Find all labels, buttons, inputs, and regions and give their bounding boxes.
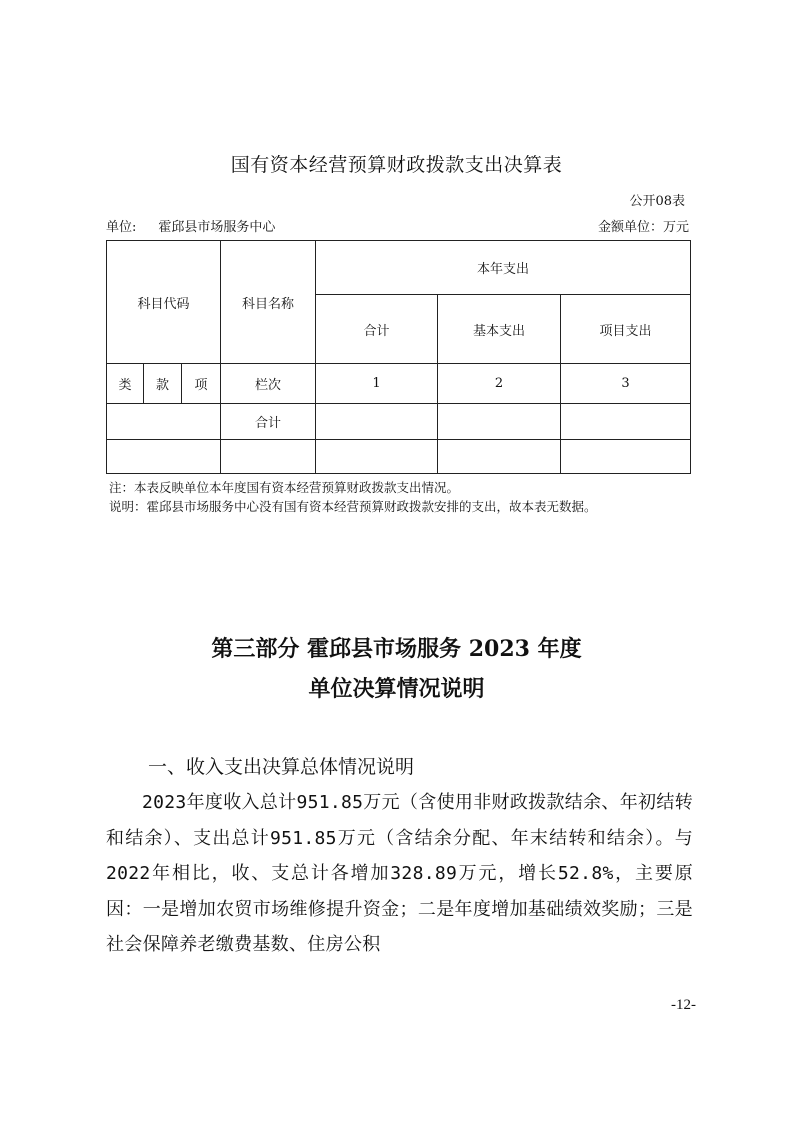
header-basic-expense: 基本支出 <box>438 295 561 364</box>
unit-label: 单位: <box>106 220 137 235</box>
amount-unit: 金额单位：万元 <box>597 220 689 235</box>
total-row-project <box>561 404 691 440</box>
page-number: -12- <box>671 997 696 1013</box>
note-line-2: 说明：霍邱县市场服务中心没有国有资本经营预算财政拨款安排的支出，故本表无数据。 <box>109 499 597 514</box>
table-notes <box>109 478 597 516</box>
total-row-label: 合计 <box>221 404 316 440</box>
header-class: 类 <box>107 364 144 404</box>
note-line-1: 注：本表反映单位本年度国有资本经营预算财政拨款支出情况。 <box>109 480 460 495</box>
part-title-line-1: 第三部分 霍邱县市场服务 2023 年度 <box>211 636 582 662</box>
header-item: 项 <box>182 364 221 404</box>
body-paragraph: 2023年度收入总计951.85万元（含使用非财政拨款结余、年初结转和结余）、支出总计951.85万元（含结余分配、年末结转和结余）。与2022年相比，收、支总计各增加328.89万元，增长52.8%，主要原因：一是增加农贸市场维修提升资金；二是年度增加基础绩效奖励；三是社会保障养老缴费基数、住房公积 <box>106 792 693 955</box>
empty-row-project <box>561 440 691 474</box>
expense-table <box>106 240 691 474</box>
unit-info <box>106 216 275 235</box>
unit-value: 霍邱县市场服务中心 <box>158 220 276 235</box>
header-section: 款 <box>144 364 182 404</box>
header-subject-name: 科目名称 <box>221 241 316 364</box>
empty-row-code <box>107 440 221 474</box>
header-subject-code: 科目代码 <box>107 241 221 364</box>
section-heading: 一、收入支出决算总体情况说明 <box>148 756 415 778</box>
column-no-3: 3 <box>561 364 691 404</box>
header-total: 合计 <box>316 295 438 364</box>
header-column-no: 栏次 <box>221 364 316 404</box>
part-title-line-2: 单位决算情况说明 <box>308 676 485 702</box>
total-row-basic <box>438 404 561 440</box>
empty-row-total <box>316 440 438 474</box>
column-no-2: 2 <box>438 364 561 404</box>
header-year-expense: 本年支出 <box>316 241 691 295</box>
header-project-expense: 项目支出 <box>561 295 691 364</box>
empty-row-basic <box>438 440 561 474</box>
total-row-code <box>107 404 221 440</box>
empty-row-name <box>221 440 316 474</box>
column-no-1: 1 <box>316 364 438 404</box>
table-code: 公开08表 <box>629 194 685 209</box>
total-row-total <box>316 404 438 440</box>
table-title: 国有资本经营预算财政拨款支出决算表 <box>230 154 563 176</box>
